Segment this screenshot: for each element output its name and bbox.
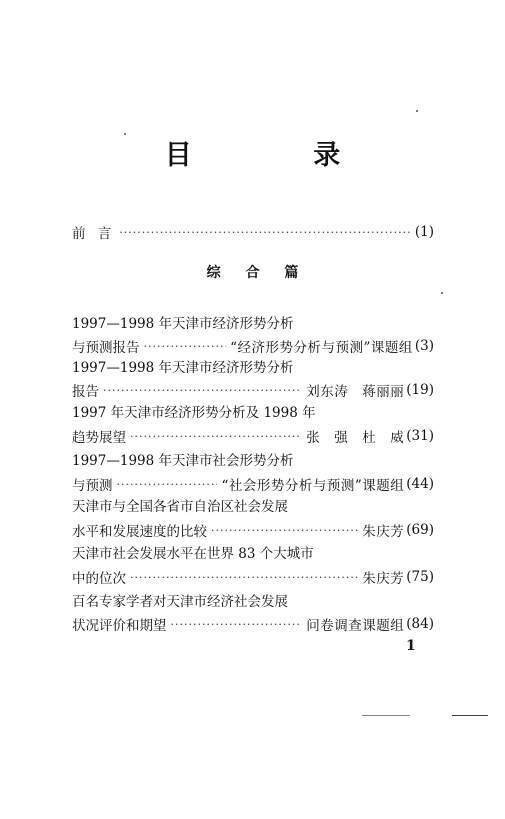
toc-page-ref: (44) — [406, 476, 434, 492]
toc-entry-title-cont: 中的位次 — [72, 571, 126, 587]
toc-entry-author: 张 强 杜 威 — [306, 430, 405, 446]
toc-entry-row[interactable] — [72, 566, 434, 588]
dot-leader — [144, 340, 227, 353]
toc-entry-title-cont: 趋势展望 — [72, 430, 126, 446]
toc-entry-row[interactable] — [72, 425, 434, 447]
toc-entry-title[interactable]: 天津市与全国各省市自治区社会发展 — [72, 499, 288, 515]
toc-entry-title[interactable]: 1997—1998 年天津市经济形势分析 — [72, 360, 294, 376]
toc-entry-row[interactable] — [72, 379, 434, 401]
toc-entry-title-cont: 与预测 — [72, 478, 113, 494]
page-title: 目 录 — [164, 140, 397, 171]
dot-leader — [130, 571, 358, 584]
footer-rule — [362, 715, 410, 716]
toc-entry-author: 朱庆芳 — [362, 571, 405, 587]
toc-entry-title[interactable]: 1997—1998 年天津市社会形势分析 — [72, 453, 294, 469]
scan-speck — [416, 110, 418, 112]
toc-page-ref: (31) — [406, 428, 434, 444]
toc-page-ref: (84) — [406, 616, 434, 632]
dot-leader — [103, 384, 302, 397]
toc-page-ref: (19) — [406, 382, 434, 398]
toc-entry-author: 问卷调查课题组 — [306, 618, 405, 634]
toc-entry-author: 刘东涛 蒋丽丽 — [306, 384, 405, 400]
toc-entry-title-cont: 与预测报告 — [72, 340, 140, 356]
toc-preface-row[interactable] — [72, 221, 434, 243]
toc-page-ref: (1) — [414, 224, 434, 240]
section-heading: 综 合 篇 — [206, 265, 309, 281]
toc-entry-author: “经济形势分析与预测”课题组 — [230, 340, 413, 356]
toc-entry-author: 朱庆芳 — [362, 524, 405, 540]
scan-speck — [124, 133, 126, 135]
dot-leader — [211, 524, 358, 537]
toc-entry-title-cont: 水平和发展速度的比较 — [72, 524, 207, 540]
toc-entry-title[interactable]: 百名专家学者对天津市经济社会发展 — [72, 594, 288, 610]
dot-leader — [171, 618, 303, 631]
toc-entry-title-cont: 报告 — [72, 384, 99, 400]
toc-entry-row[interactable] — [72, 335, 434, 357]
toc-entry-author: “社会形势分析与预测”课题组 — [221, 478, 405, 494]
scan-speck — [441, 292, 443, 294]
toc-entry-row[interactable] — [72, 473, 434, 495]
page-number: 1 — [406, 638, 416, 654]
dot-leader — [119, 226, 411, 239]
toc-entry-row[interactable] — [72, 519, 434, 541]
toc-entry-title[interactable]: 1997 年天津市经济形势分析及 1998 年 — [72, 405, 316, 421]
toc-page-ref: (69) — [406, 522, 434, 538]
dot-leader — [130, 430, 302, 443]
toc-entry-row[interactable] — [72, 613, 434, 635]
toc-page-ref: (3) — [414, 338, 434, 354]
toc-page-ref: (75) — [406, 569, 434, 585]
toc-preface-label: 前 言 — [72, 226, 116, 242]
dot-leader — [117, 478, 218, 491]
toc-entry-title[interactable]: 1997—1998 年天津市经济形势分析 — [72, 316, 294, 332]
footer-rule — [452, 715, 488, 716]
toc-entry-title[interactable]: 天津市社会发展水平在世界 83 个大城市 — [72, 546, 314, 562]
toc-entry-title-cont: 状况评价和期望 — [72, 618, 167, 634]
